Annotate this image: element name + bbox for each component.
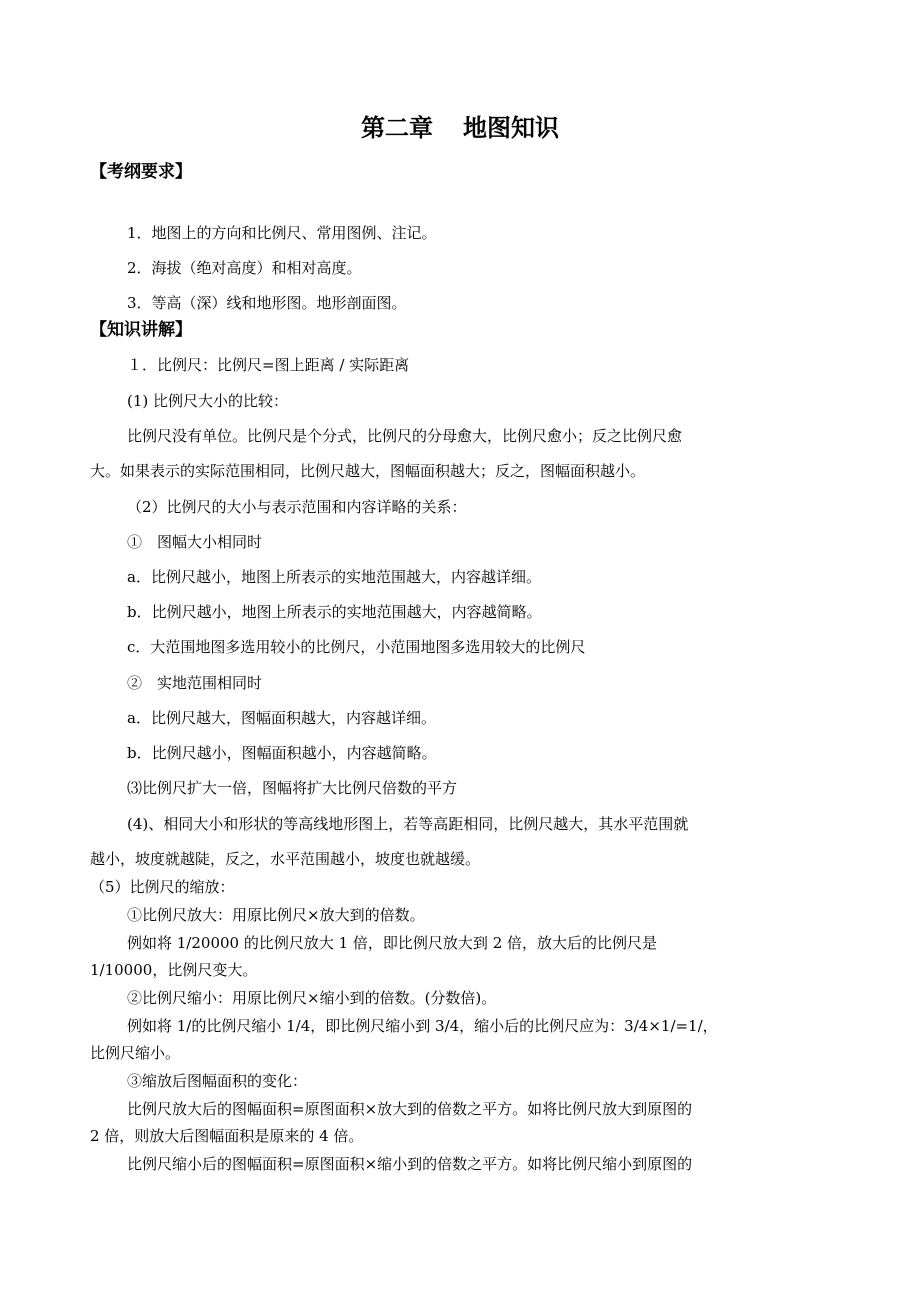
paragraph-line: 大。如果表示的实际范围相同，比例尺越大，图幅面积越大；反之，图幅面积越小。 xyxy=(90,462,646,480)
paragraph-line: ①比例尺放大：用原比例尺×放大到的倍数。 xyxy=(127,906,425,924)
paragraph-line: 例如将 1/20000 的比例尺放大 1 倍，即比例尺放大到 2 倍，放大后的比例尺是 xyxy=(127,934,658,952)
paragraph-line: ② 实地范围相同时 xyxy=(127,674,263,692)
paragraph-line: ③缩放后图幅面积的变化： xyxy=(127,1072,308,1090)
paragraph-line: 比例尺没有单位。比例尺是个分式，比例尺的分母愈大，比例尺愈小；反之比例尺愈 xyxy=(127,427,683,445)
section-heading-requirements: 【考纲要求】 xyxy=(90,162,192,182)
chapter-number: 第二章 xyxy=(361,113,433,142)
paragraph-line: 1/10000，比例尺变大。 xyxy=(90,961,258,979)
chapter-title: 地图知识 xyxy=(463,113,559,142)
paragraph-line: （2）比例尺的大小与表示范围和内容详略的关系： xyxy=(127,498,467,516)
requirement-item: 2．海拔（绝对高度）和相对高度。 xyxy=(127,259,362,277)
paragraph-line: 例如将 1/的比例尺缩小 1/4，即比例尺缩小到 3/4，缩小后的比例尺应为：3/4×1/=1/， xyxy=(127,1017,718,1035)
page-title xyxy=(0,111,920,145)
section-heading-knowledge: 【知识讲解】 xyxy=(90,320,192,340)
paragraph-line: ① 图幅大小相同时 xyxy=(127,533,263,551)
paragraph-line: a．比例尺越小，地图上所表示的实地范围越大，内容越详细。 xyxy=(127,568,541,586)
paragraph-line: a．比例尺越大，图幅面积越大，内容越详细。 xyxy=(127,709,436,727)
paragraph-line: 比例尺缩小。 xyxy=(90,1044,181,1062)
paragraph-line: (4)、相同大小和形状的等高线地形图上，若等高距相同，比例尺越大，其水平范围就 xyxy=(127,815,689,833)
paragraph-line: (1) 比例尺大小的比较： xyxy=(127,392,289,410)
paragraph-line: １．比例尺：比例尺=图上距离 / 实际距离 xyxy=(127,356,410,374)
paragraph-line: （5）比例尺的缩放： xyxy=(90,878,235,896)
paragraph-line: 2 倍，则放大后图幅面积是原来的 4 倍。 xyxy=(90,1127,364,1145)
paragraph-line: c．大范围地图多选用较小的比例尺，小范围地图多选用较大的比例尺 xyxy=(127,638,586,656)
paragraph-line: 越小，坡度就越陡，反之，水平范围越小，坡度也就越缓。 xyxy=(90,850,481,868)
paragraph-line: b．比例尺越小，图幅面积越小，内容越简略。 xyxy=(127,744,437,762)
requirement-item: 1．地图上的方向和比例尺、常用图例、注记。 xyxy=(127,224,437,242)
paragraph-line: ⑶比例尺扩大一倍，图幅将扩大比例尺倍数的平方 xyxy=(127,779,458,797)
paragraph-line: b．比例尺越小，地图上所表示的实地范围越大，内容越简略。 xyxy=(127,603,542,621)
paragraph-line: 比例尺缩小后的图幅面积=原图面积×缩小到的倍数之平方。如将比例尺缩小到原图的 xyxy=(127,1155,693,1173)
requirement-item: 3．等高（深）线和地形图。地形剖面图。 xyxy=(127,294,407,312)
paragraph-line: ②比例尺缩小：用原比例尺×缩小到的倍数。(分数倍)。 xyxy=(127,989,497,1007)
paragraph-line: 比例尺放大后的图幅面积=原图面积×放大到的倍数之平方。如将比例尺放大到原图的 xyxy=(127,1100,693,1118)
